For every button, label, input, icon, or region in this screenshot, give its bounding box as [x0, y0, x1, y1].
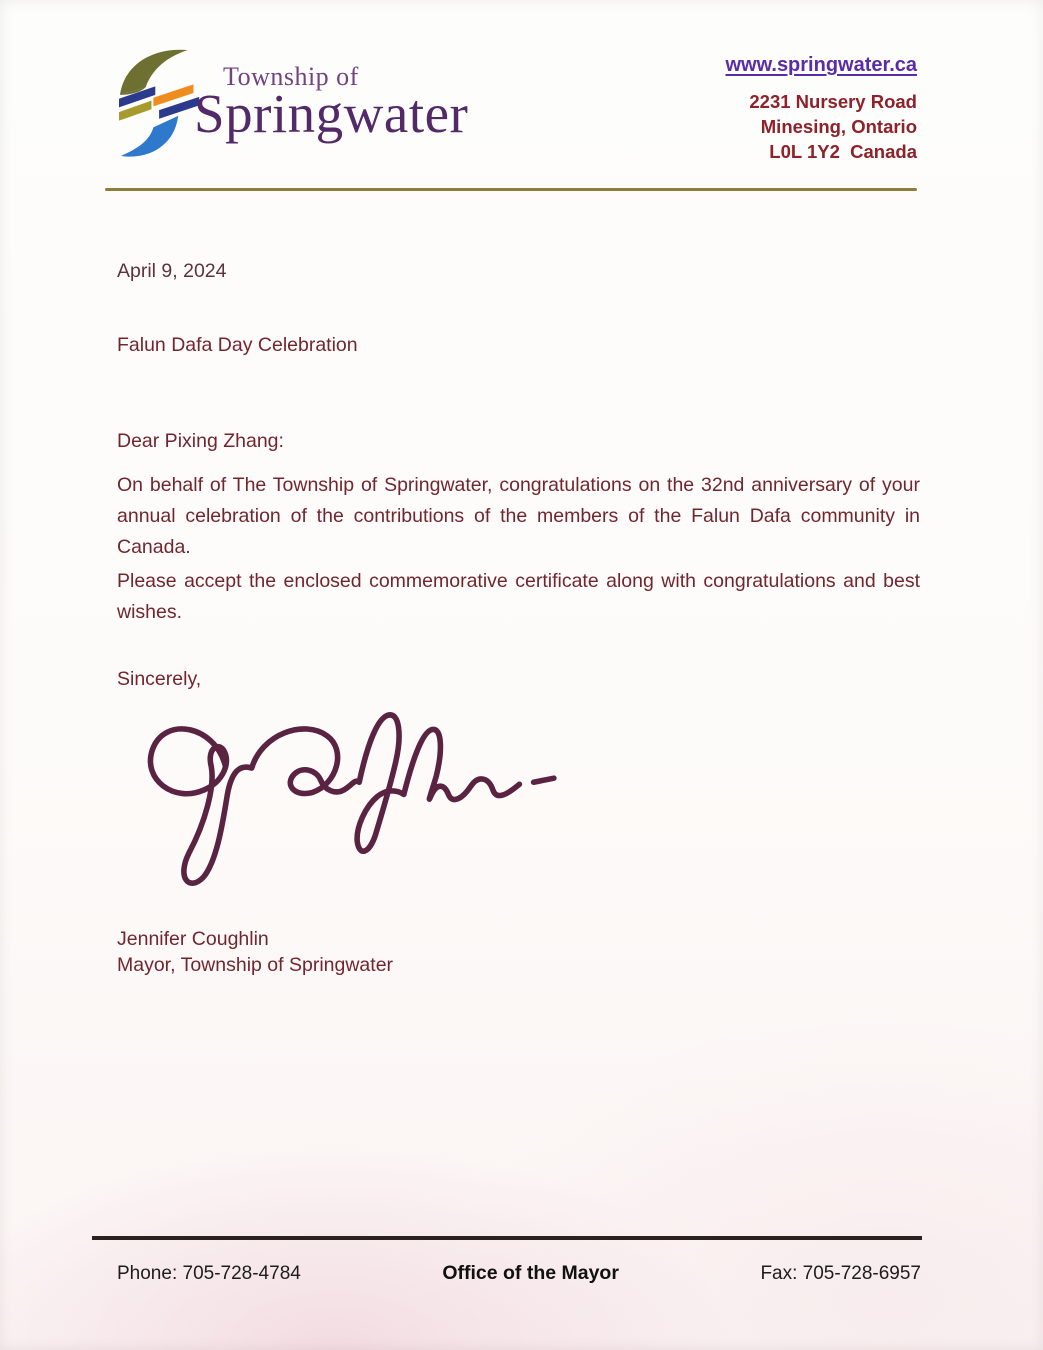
handwritten-signature-image [126, 696, 562, 906]
letter-salutation: Dear Pixing Zhang: [117, 430, 284, 452]
letter-paragraph: On behalf of The Township of Springwater, congratulations on the 32nd anniversary of your annual celebration of the contributions of the members of the Falun Dafa community in Canada. [117, 474, 920, 558]
springwater-logo-icon [119, 49, 203, 158]
signature-block [117, 926, 920, 978]
footer [117, 1262, 921, 1285]
header-divider [105, 188, 917, 191]
logo-text-township-of: Township of [223, 62, 359, 91]
footer-office-label: Office of the Mayor [442, 1262, 619, 1284]
logo-blue-swoosh [121, 116, 178, 157]
letterhead-contact-block [725, 54, 917, 164]
website-link[interactable]: www.springwater.ca [725, 54, 917, 76]
letter-closing: Sincerely, [117, 668, 202, 690]
letter-subject: Falun Dafa Day Celebration [117, 334, 358, 356]
address-line: 2231 Nursery Road [749, 91, 917, 112]
address-line: Minesing, Ontario [760, 116, 917, 137]
signer-name: Jennifer Coughlin [117, 928, 269, 950]
logo-text-springwater: Springwater [194, 83, 469, 144]
address-line: L0L 1Y2 Canada [769, 141, 917, 162]
footer-phone: Phone: 705-728-4784 [117, 1263, 301, 1284]
letter-paragraph: Please accept the enclosed commemorative certificate along with congratulations and best wishes. [117, 570, 920, 623]
letter-date: April 9, 2024 [117, 260, 227, 282]
footer-divider [92, 1236, 922, 1240]
signer-title: Mayor, Township of Springwater [117, 954, 394, 976]
footer-fax: Fax: 705-728-6957 [760, 1263, 921, 1284]
